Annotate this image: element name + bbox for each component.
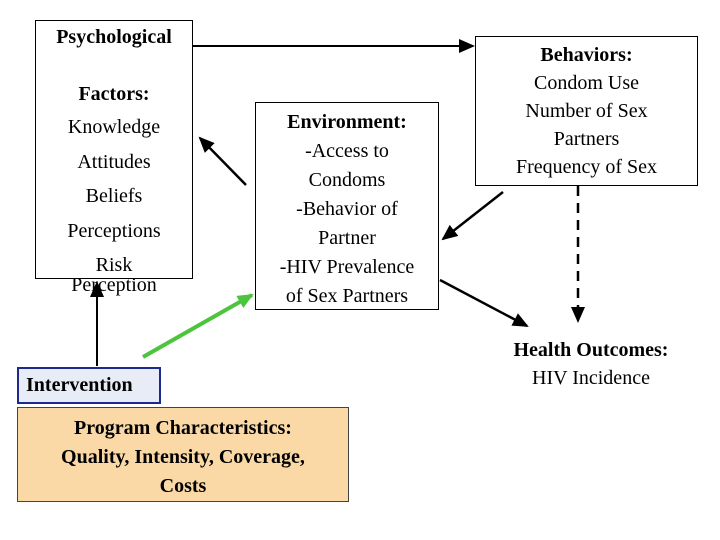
beh-title: Behaviors:	[540, 44, 633, 66]
health-line: HIV Incidence	[532, 367, 650, 389]
env-line-2: Condoms	[308, 169, 386, 191]
arrow-intervention-to-environment-green	[143, 295, 252, 357]
psych-item-perceptions: Perceptions	[67, 220, 161, 242]
psych-item-knowledge: Knowledge	[67, 116, 161, 138]
psych-title-line1: Psychological	[56, 26, 172, 48]
beh-line-4: Frequency of Sex	[515, 156, 658, 178]
beh-line-1: Condom Use	[534, 72, 639, 94]
env-line-6: of Sex Partners	[285, 285, 409, 307]
beh-line-3: Partners	[553, 128, 620, 150]
env-line-4: Partner	[318, 227, 376, 249]
env-line-1: -Access to	[305, 140, 389, 162]
beh-line-2: Number of Sex	[525, 100, 648, 122]
program-line-1: Program Characteristics:	[74, 417, 292, 439]
psych-item-beliefs: Beliefs	[85, 185, 143, 207]
env-title: Environment:	[287, 111, 407, 133]
psych-item-attitudes: Attitudes	[77, 151, 151, 173]
psych-item-risk: Risk	[95, 254, 133, 276]
health-title: Health Outcomes:	[513, 339, 669, 361]
program-line-2: Quality, Intensity, Coverage,	[61, 446, 305, 468]
arrow-environment-to-psych	[200, 138, 246, 185]
intervention-label: Intervention	[26, 374, 133, 396]
psych-item-perception: Perception	[71, 274, 157, 296]
psych-title-line2: Factors:	[78, 83, 150, 105]
env-line-3: -Behavior of	[296, 198, 398, 220]
program-line-3: Costs	[159, 475, 207, 497]
env-line-5: -HIV Prevalence	[279, 256, 415, 278]
arrow-behaviors-to-environment	[443, 192, 503, 239]
arrow-environment-to-health	[440, 280, 527, 326]
